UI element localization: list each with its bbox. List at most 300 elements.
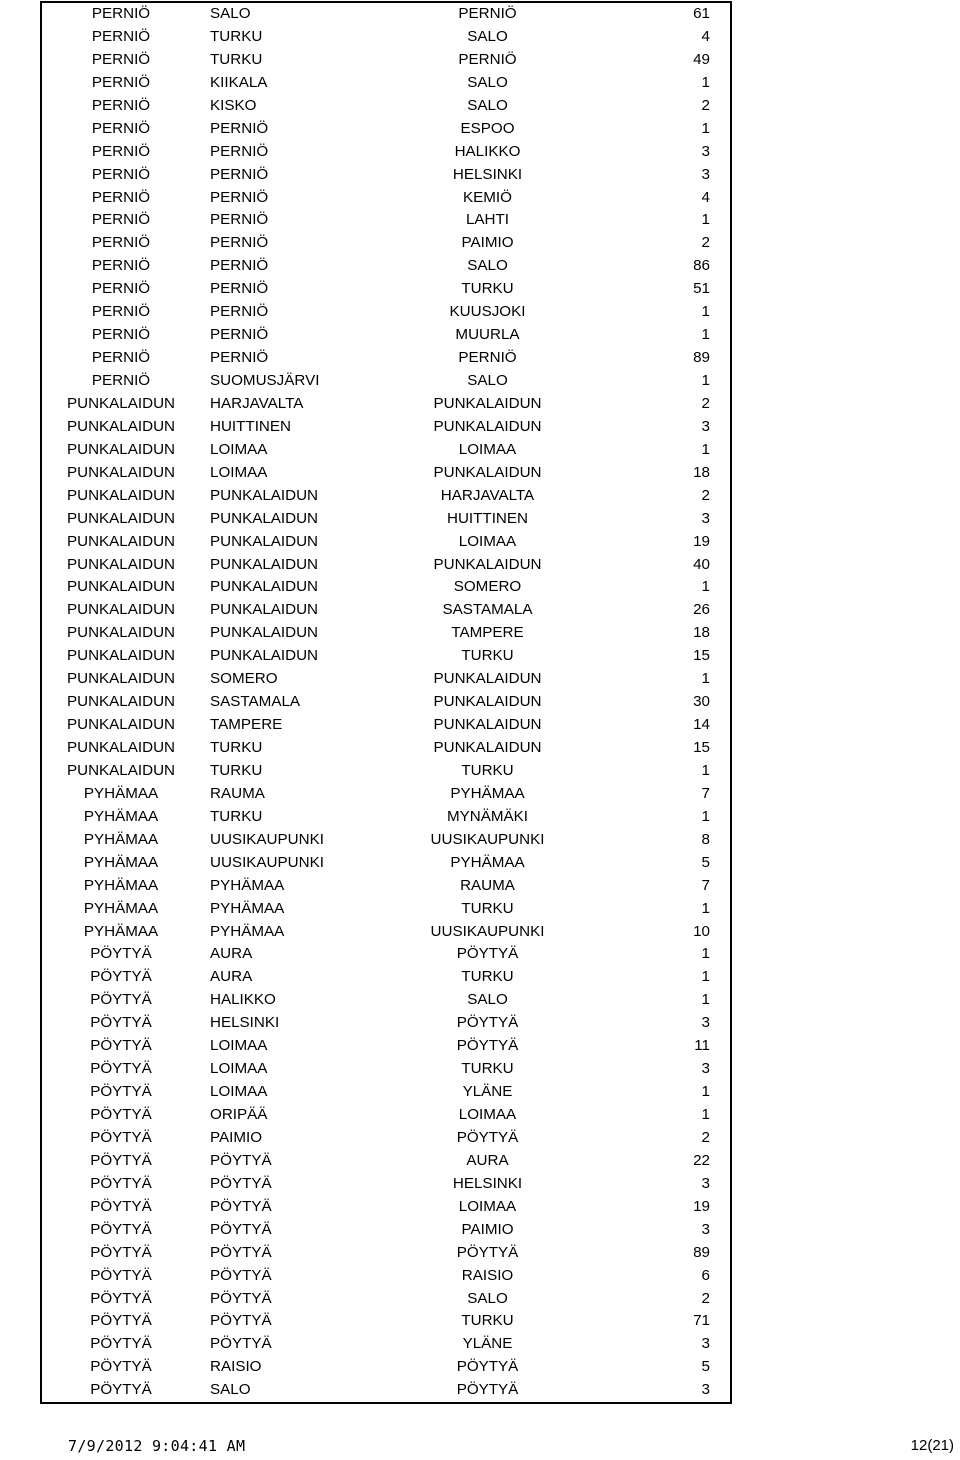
table-row xyxy=(42,622,730,645)
cell-destination: MUURLA xyxy=(455,326,520,344)
cell-origin: PUNKALAIDUN xyxy=(210,532,319,550)
table-row xyxy=(42,278,730,301)
cell-municipality: PÖYTYÄ xyxy=(90,1106,152,1123)
cell-origin: PERNIÖ xyxy=(210,165,269,183)
cell-origin: SOMERO xyxy=(210,670,278,688)
cell-municipality: PERNIÖ xyxy=(91,303,151,321)
cell-count: 1 xyxy=(701,303,710,321)
cell-destination: TURKU xyxy=(461,899,514,917)
cell-destination: PYHÄMAA xyxy=(450,784,525,802)
table-row xyxy=(42,921,730,944)
cell-origin: PÖYTYÄ xyxy=(210,1174,272,1192)
table-row xyxy=(42,1104,730,1127)
cell-municipality: PÖYTYÄ xyxy=(90,1335,152,1353)
cell-destination: SALO xyxy=(467,96,508,114)
cell-count: 1 xyxy=(701,1106,710,1123)
cell-destination: PUNKALAIDUN xyxy=(433,693,542,711)
cell-count: 15 xyxy=(693,739,710,756)
table-row xyxy=(42,1288,730,1311)
cell-origin: PERNIÖ xyxy=(210,303,269,321)
cell-origin: PUNKALAIDUN xyxy=(210,509,319,527)
table-row xyxy=(42,1127,730,1150)
cell-destination: PERNIÖ xyxy=(458,50,517,68)
cell-count: 4 xyxy=(701,188,710,206)
cell-count: 1 xyxy=(701,991,710,1009)
cell-count: 3 xyxy=(701,417,710,435)
cell-municipality: PÖYTYÄ xyxy=(90,1014,152,1032)
data-table-container xyxy=(40,1,732,1404)
cell-count: 89 xyxy=(693,349,710,367)
table-row xyxy=(42,1035,730,1058)
cell-origin: RAISIO xyxy=(210,1358,262,1376)
cell-municipality: PERNIÖ xyxy=(91,165,151,183)
cell-municipality: PERNIÖ xyxy=(91,326,151,344)
cell-origin: PERNIÖ xyxy=(210,234,269,252)
cell-destination: RAISIO xyxy=(461,1266,514,1284)
cell-origin: PYHÄMAA xyxy=(210,876,285,894)
cell-count: 3 xyxy=(701,1014,710,1032)
cell-municipality: PYHÄMAA xyxy=(83,922,159,940)
cell-origin: PUNKALAIDUN xyxy=(210,555,319,573)
table-row xyxy=(42,485,730,508)
cell-count: 2 xyxy=(701,486,710,504)
cell-municipality: PERNIÖ xyxy=(91,5,151,22)
table-row xyxy=(42,1081,730,1104)
cell-origin: PERNIÖ xyxy=(210,142,269,160)
cell-municipality: PÖYTYÄ xyxy=(90,1266,152,1284)
cell-origin: HUITTINEN xyxy=(210,417,291,435)
cell-municipality: PÖYTYÄ xyxy=(90,1151,152,1169)
cell-municipality: PÖYTYÄ xyxy=(90,1289,152,1307)
table-row xyxy=(42,439,730,462)
cell-count: 1 xyxy=(701,73,710,91)
cell-municipality: PERNIÖ xyxy=(91,142,151,160)
cell-origin: AURA xyxy=(210,968,253,986)
cell-count: 1 xyxy=(701,578,710,596)
cell-origin: PERNIÖ xyxy=(210,257,269,275)
cell-origin: PUNKALAIDUN xyxy=(210,624,319,642)
cell-municipality: PUNKALAIDUN xyxy=(66,624,176,642)
cell-municipality: PUNKALAIDUN xyxy=(66,486,176,504)
cell-destination: PERNIÖ xyxy=(458,349,517,367)
cell-municipality: PERNIÖ xyxy=(91,73,151,91)
cell-origin: PÖYTYÄ xyxy=(210,1220,272,1238)
table-row xyxy=(42,1219,730,1242)
table-row xyxy=(42,26,730,49)
cell-municipality: PUNKALAIDUN xyxy=(66,555,176,573)
table-row xyxy=(42,1310,730,1333)
cell-count: 1 xyxy=(701,211,710,229)
cell-destination: HARJAVALTA xyxy=(440,486,535,504)
cell-municipality: PERNIÖ xyxy=(91,27,151,45)
cell-destination: PÖYTYÄ xyxy=(456,945,519,963)
cell-origin: PÖYTYÄ xyxy=(210,1335,272,1353)
cell-count: 1 xyxy=(701,1083,710,1101)
cell-destination: YLÄNE xyxy=(462,1083,513,1101)
table-row xyxy=(42,393,730,416)
cell-origin: LOIMAA xyxy=(210,1037,268,1055)
table-row xyxy=(42,209,730,232)
cell-count: 86 xyxy=(693,257,710,275)
cell-count: 6 xyxy=(701,1266,710,1284)
cell-count: 2 xyxy=(701,96,710,114)
table-row xyxy=(42,187,730,210)
cell-origin: TURKU xyxy=(210,807,263,825)
cell-count: 1 xyxy=(701,440,710,458)
cell-municipality: PUNKALAIDUN xyxy=(66,670,176,688)
cell-origin: TURKU xyxy=(210,761,263,779)
table-row xyxy=(42,875,730,898)
cell-destination: RAUMA xyxy=(460,876,515,894)
table-row xyxy=(42,576,730,599)
cell-municipality: PYHÄMAA xyxy=(83,807,159,825)
cell-municipality: PYHÄMAA xyxy=(83,853,159,871)
table-row xyxy=(42,164,730,187)
cell-origin: PÖYTYÄ xyxy=(210,1197,272,1215)
cell-origin: TURKU xyxy=(210,739,263,756)
table-row xyxy=(42,645,730,668)
table-row xyxy=(42,852,730,875)
cell-count: 89 xyxy=(693,1243,710,1261)
cell-destination: TURKU xyxy=(461,1060,514,1078)
table-row xyxy=(42,783,730,806)
table-row xyxy=(42,1265,730,1288)
cell-count: 1 xyxy=(701,807,710,825)
cell-municipality: PERNIÖ xyxy=(91,50,151,68)
cell-origin: PYHÄMAA xyxy=(210,922,285,940)
cell-destination: SALO xyxy=(467,27,508,45)
cell-destination: PUNKALAIDUN xyxy=(433,739,542,756)
cell-count: 3 xyxy=(701,1335,710,1353)
cell-origin: LOIMAA xyxy=(210,440,268,458)
cell-count: 1 xyxy=(701,945,710,963)
cell-municipality: PERNIÖ xyxy=(91,188,151,206)
cell-count: 61 xyxy=(693,5,710,22)
cell-destination: TURKU xyxy=(461,280,514,298)
cell-municipality: PUNKALAIDUN xyxy=(66,417,176,435)
table-row xyxy=(42,301,730,324)
cell-destination: LOIMAA xyxy=(458,1106,517,1123)
cell-municipality: PERNIÖ xyxy=(91,372,151,389)
cell-count: 19 xyxy=(693,1197,710,1215)
cell-destination: TURKU xyxy=(461,968,514,986)
cell-municipality: PÖYTYÄ xyxy=(90,1083,152,1101)
cell-origin: PAIMIO xyxy=(210,1128,263,1146)
cell-destination: TAMPERE xyxy=(451,624,524,642)
cell-destination: YLÄNE xyxy=(462,1335,513,1353)
cell-count: 71 xyxy=(693,1312,710,1330)
cell-municipality: PERNIÖ xyxy=(91,349,151,367)
cell-origin: HALIKKO xyxy=(210,991,276,1009)
cell-municipality: PUNKALAIDUN xyxy=(66,578,176,596)
cell-municipality: PUNKALAIDUN xyxy=(66,761,176,779)
cell-origin: PÖYTYÄ xyxy=(210,1289,272,1307)
cell-municipality: PÖYTYÄ xyxy=(90,1197,152,1215)
cell-count: 19 xyxy=(693,532,710,550)
cell-municipality: PERNIÖ xyxy=(91,96,151,114)
cell-count: 1 xyxy=(701,372,710,389)
cell-count: 1 xyxy=(701,670,710,688)
data-table xyxy=(42,3,730,1402)
cell-origin: TURKU xyxy=(210,27,263,45)
table-row xyxy=(42,989,730,1012)
cell-municipality: PÖYTYÄ xyxy=(90,945,152,963)
cell-destination: PYHÄMAA xyxy=(450,853,525,871)
cell-destination: HELSINKI xyxy=(452,165,523,183)
cell-origin: PERNIÖ xyxy=(210,119,269,137)
cell-count: 2 xyxy=(701,234,710,252)
cell-municipality: PUNKALAIDUN xyxy=(66,394,176,412)
cell-destination: MYNÄMÄKI xyxy=(446,807,528,825)
cell-destination: PERNIÖ xyxy=(458,5,517,22)
cell-destination: HALIKKO xyxy=(454,142,521,160)
cell-origin: SALO xyxy=(210,1381,251,1399)
cell-destination: SALO xyxy=(467,73,508,91)
cell-destination: SASTAMALA xyxy=(442,601,533,619)
cell-origin: LOIMAA xyxy=(210,463,268,481)
cell-origin: PUNKALAIDUN xyxy=(210,647,319,665)
cell-destination: PUNKALAIDUN xyxy=(433,463,542,481)
cell-count: 30 xyxy=(693,693,710,711)
cell-origin: PÖYTYÄ xyxy=(210,1266,272,1284)
table-row xyxy=(42,806,730,829)
cell-count: 14 xyxy=(693,716,710,734)
cell-origin: HELSINKI xyxy=(210,1014,280,1032)
cell-destination: PUNKALAIDUN xyxy=(433,670,542,688)
cell-municipality: PUNKALAIDUN xyxy=(66,509,176,527)
table-row xyxy=(42,668,730,691)
table-row xyxy=(42,691,730,714)
cell-origin: ORIPÄÄ xyxy=(210,1106,268,1123)
cell-origin: TURKU xyxy=(210,50,263,68)
cell-origin: HARJAVALTA xyxy=(210,394,304,412)
cell-count: 3 xyxy=(701,509,710,527)
cell-destination: SALO xyxy=(467,991,508,1009)
table-row xyxy=(42,1012,730,1035)
table-row xyxy=(42,1333,730,1356)
cell-municipality: PERNIÖ xyxy=(91,280,151,298)
cell-count: 18 xyxy=(693,463,710,481)
cell-count: 3 xyxy=(701,1381,710,1399)
cell-origin: LOIMAA xyxy=(210,1083,268,1101)
table-row xyxy=(42,324,730,347)
cell-destination: KUUSJOKI xyxy=(449,303,526,321)
cell-destination: PÖYTYÄ xyxy=(456,1358,519,1376)
cell-count: 1 xyxy=(701,119,710,137)
cell-origin: LOIMAA xyxy=(210,1060,268,1078)
cell-destination: HELSINKI xyxy=(452,1174,523,1192)
cell-municipality: PÖYTYÄ xyxy=(90,1243,152,1261)
cell-count: 3 xyxy=(701,1220,710,1238)
cell-origin: PÖYTYÄ xyxy=(210,1243,272,1261)
cell-destination: TURKU xyxy=(461,761,514,779)
table-row xyxy=(42,508,730,531)
cell-municipality: PÖYTYÄ xyxy=(90,1381,152,1399)
cell-destination: LOIMAA xyxy=(458,1197,517,1215)
cell-municipality: PÖYTYÄ xyxy=(90,1060,152,1078)
cell-municipality: PUNKALAIDUN xyxy=(66,739,176,756)
cell-origin: AURA xyxy=(210,945,253,963)
cell-origin: PÖYTYÄ xyxy=(210,1151,272,1169)
cell-count: 49 xyxy=(693,50,710,68)
cell-origin: PÖYTYÄ xyxy=(210,1312,272,1330)
cell-count: 26 xyxy=(693,601,710,619)
cell-municipality: PYHÄMAA xyxy=(83,899,159,917)
table-row xyxy=(42,1173,730,1196)
cell-count: 10 xyxy=(693,922,710,940)
cell-destination: SALO xyxy=(467,372,508,389)
cell-destination: TURKU xyxy=(461,647,514,665)
table-row xyxy=(42,531,730,554)
table-row xyxy=(42,554,730,577)
table-row xyxy=(42,898,730,921)
cell-destination: LOIMAA xyxy=(458,532,517,550)
cell-origin: PYHÄMAA xyxy=(210,899,285,917)
cell-count: 8 xyxy=(701,830,710,848)
cell-count: 3 xyxy=(701,1060,710,1078)
cell-count: 3 xyxy=(701,165,710,183)
cell-count: 1 xyxy=(701,326,710,344)
cell-destination: PÖYTYÄ xyxy=(456,1037,519,1055)
cell-municipality: PUNKALAIDUN xyxy=(66,693,176,711)
cell-destination: LOIMAA xyxy=(458,440,517,458)
cell-count: 2 xyxy=(701,1289,710,1307)
cell-count: 7 xyxy=(701,876,710,894)
cell-origin: PERNIÖ xyxy=(210,188,269,206)
cell-destination: HUITTINEN xyxy=(447,509,528,527)
cell-origin: KISKO xyxy=(210,96,257,114)
table-row xyxy=(42,95,730,118)
cell-municipality: PYHÄMAA xyxy=(83,876,159,894)
cell-municipality: PUNKALAIDUN xyxy=(66,463,176,481)
table-row xyxy=(42,255,730,278)
cell-destination: PÖYTYÄ xyxy=(456,1014,519,1032)
table-row xyxy=(42,966,730,989)
cell-origin: PERNIÖ xyxy=(210,349,269,367)
table-row xyxy=(42,347,730,370)
cell-origin: UUSIKAUPUNKI xyxy=(210,853,324,871)
cell-municipality: PÖYTYÄ xyxy=(90,1037,152,1055)
table-row xyxy=(42,232,730,255)
cell-destination: SOMERO xyxy=(453,578,522,596)
cell-destination: SALO xyxy=(467,1289,508,1307)
table-row xyxy=(42,714,730,737)
cell-count: 15 xyxy=(693,647,710,665)
table-row xyxy=(42,462,730,485)
cell-municipality: PUNKALAIDUN xyxy=(66,532,176,550)
cell-count: 3 xyxy=(701,142,710,160)
cell-count: 2 xyxy=(701,1128,710,1146)
cell-origin: PERNIÖ xyxy=(210,326,269,344)
cell-count: 1 xyxy=(701,968,710,986)
cell-count: 11 xyxy=(694,1037,710,1055)
cell-municipality: PÖYTYÄ xyxy=(90,1220,152,1238)
cell-count: 5 xyxy=(701,853,710,871)
table-body xyxy=(42,3,730,1402)
cell-destination: PUNKALAIDUN xyxy=(433,555,542,573)
cell-destination: UUSIKAUPUNKI xyxy=(430,830,545,848)
cell-destination: SALO xyxy=(467,257,508,275)
table-row xyxy=(42,141,730,164)
cell-count: 18 xyxy=(693,624,710,642)
cell-destination: LAHTI xyxy=(465,211,510,229)
cell-municipality: PERNIÖ xyxy=(91,211,151,229)
cell-destination: KEMIÖ xyxy=(463,188,512,206)
cell-municipality: PERNIÖ xyxy=(91,257,151,275)
cell-count: 2 xyxy=(701,394,710,412)
cell-origin: SALO xyxy=(210,5,251,22)
cell-destination: AURA xyxy=(466,1151,509,1169)
footer-page-indicator: 12(21) xyxy=(910,1437,954,1454)
cell-count: 1 xyxy=(701,761,710,779)
cell-count: 51 xyxy=(693,280,710,298)
page-footer xyxy=(0,1437,960,1459)
cell-origin: RAUMA xyxy=(210,784,265,802)
cell-origin: PUNKALAIDUN xyxy=(210,486,319,504)
cell-municipality: PYHÄMAA xyxy=(83,830,159,848)
cell-municipality: PUNKALAIDUN xyxy=(66,716,176,734)
cell-destination: ESPOO xyxy=(460,119,515,137)
table-row xyxy=(42,49,730,72)
cell-origin: PERNIÖ xyxy=(210,211,269,229)
cell-municipality: PYHÄMAA xyxy=(83,784,159,802)
table-row xyxy=(42,118,730,141)
cell-count: 3 xyxy=(701,1174,710,1192)
cell-count: 22 xyxy=(693,1151,710,1169)
cell-municipality: PÖYTYÄ xyxy=(90,1128,152,1146)
cell-municipality: PUNKALAIDUN xyxy=(66,601,176,619)
table-row xyxy=(42,1379,730,1402)
table-row xyxy=(42,3,730,26)
table-row xyxy=(42,1356,730,1379)
cell-origin: PERNIÖ xyxy=(210,280,269,298)
cell-municipality: PUNKALAIDUN xyxy=(66,440,176,458)
cell-municipality: PERNIÖ xyxy=(91,234,151,252)
table-row xyxy=(42,1196,730,1219)
footer-timestamp: 7/9/2012 9:04:41 AM xyxy=(68,1437,246,1455)
cell-count: 7 xyxy=(701,784,710,802)
table-row xyxy=(42,1058,730,1081)
cell-municipality: PÖYTYÄ xyxy=(90,1312,152,1330)
cell-destination: TURKU xyxy=(461,1312,514,1330)
cell-municipality: PUNKALAIDUN xyxy=(66,647,176,665)
cell-municipality: PERNIÖ xyxy=(91,119,151,137)
table-row xyxy=(42,943,730,966)
table-row xyxy=(42,599,730,622)
cell-origin: SASTAMALA xyxy=(210,693,301,711)
cell-destination: PÖYTYÄ xyxy=(456,1128,519,1146)
cell-destination: PUNKALAIDUN xyxy=(433,417,542,435)
cell-origin: TAMPERE xyxy=(210,716,283,734)
cell-municipality: PÖYTYÄ xyxy=(90,1174,152,1192)
cell-destination: PUNKALAIDUN xyxy=(433,394,542,412)
table-row xyxy=(42,370,730,393)
cell-count: 5 xyxy=(701,1358,710,1376)
cell-destination: UUSIKAUPUNKI xyxy=(430,922,545,940)
cell-destination: PÖYTYÄ xyxy=(456,1381,519,1399)
cell-municipality: PÖYTYÄ xyxy=(90,968,152,986)
table-row xyxy=(42,737,730,760)
cell-municipality: PÖYTYÄ xyxy=(90,1358,152,1376)
table-row xyxy=(42,416,730,439)
table-row xyxy=(42,1242,730,1265)
cell-municipality: PÖYTYÄ xyxy=(90,991,152,1009)
cell-count: 1 xyxy=(701,899,710,917)
cell-destination: PUNKALAIDUN xyxy=(433,716,542,734)
cell-origin: KIIKALA xyxy=(210,73,268,91)
cell-count: 4 xyxy=(701,27,710,45)
cell-origin: PUNKALAIDUN xyxy=(210,578,319,596)
